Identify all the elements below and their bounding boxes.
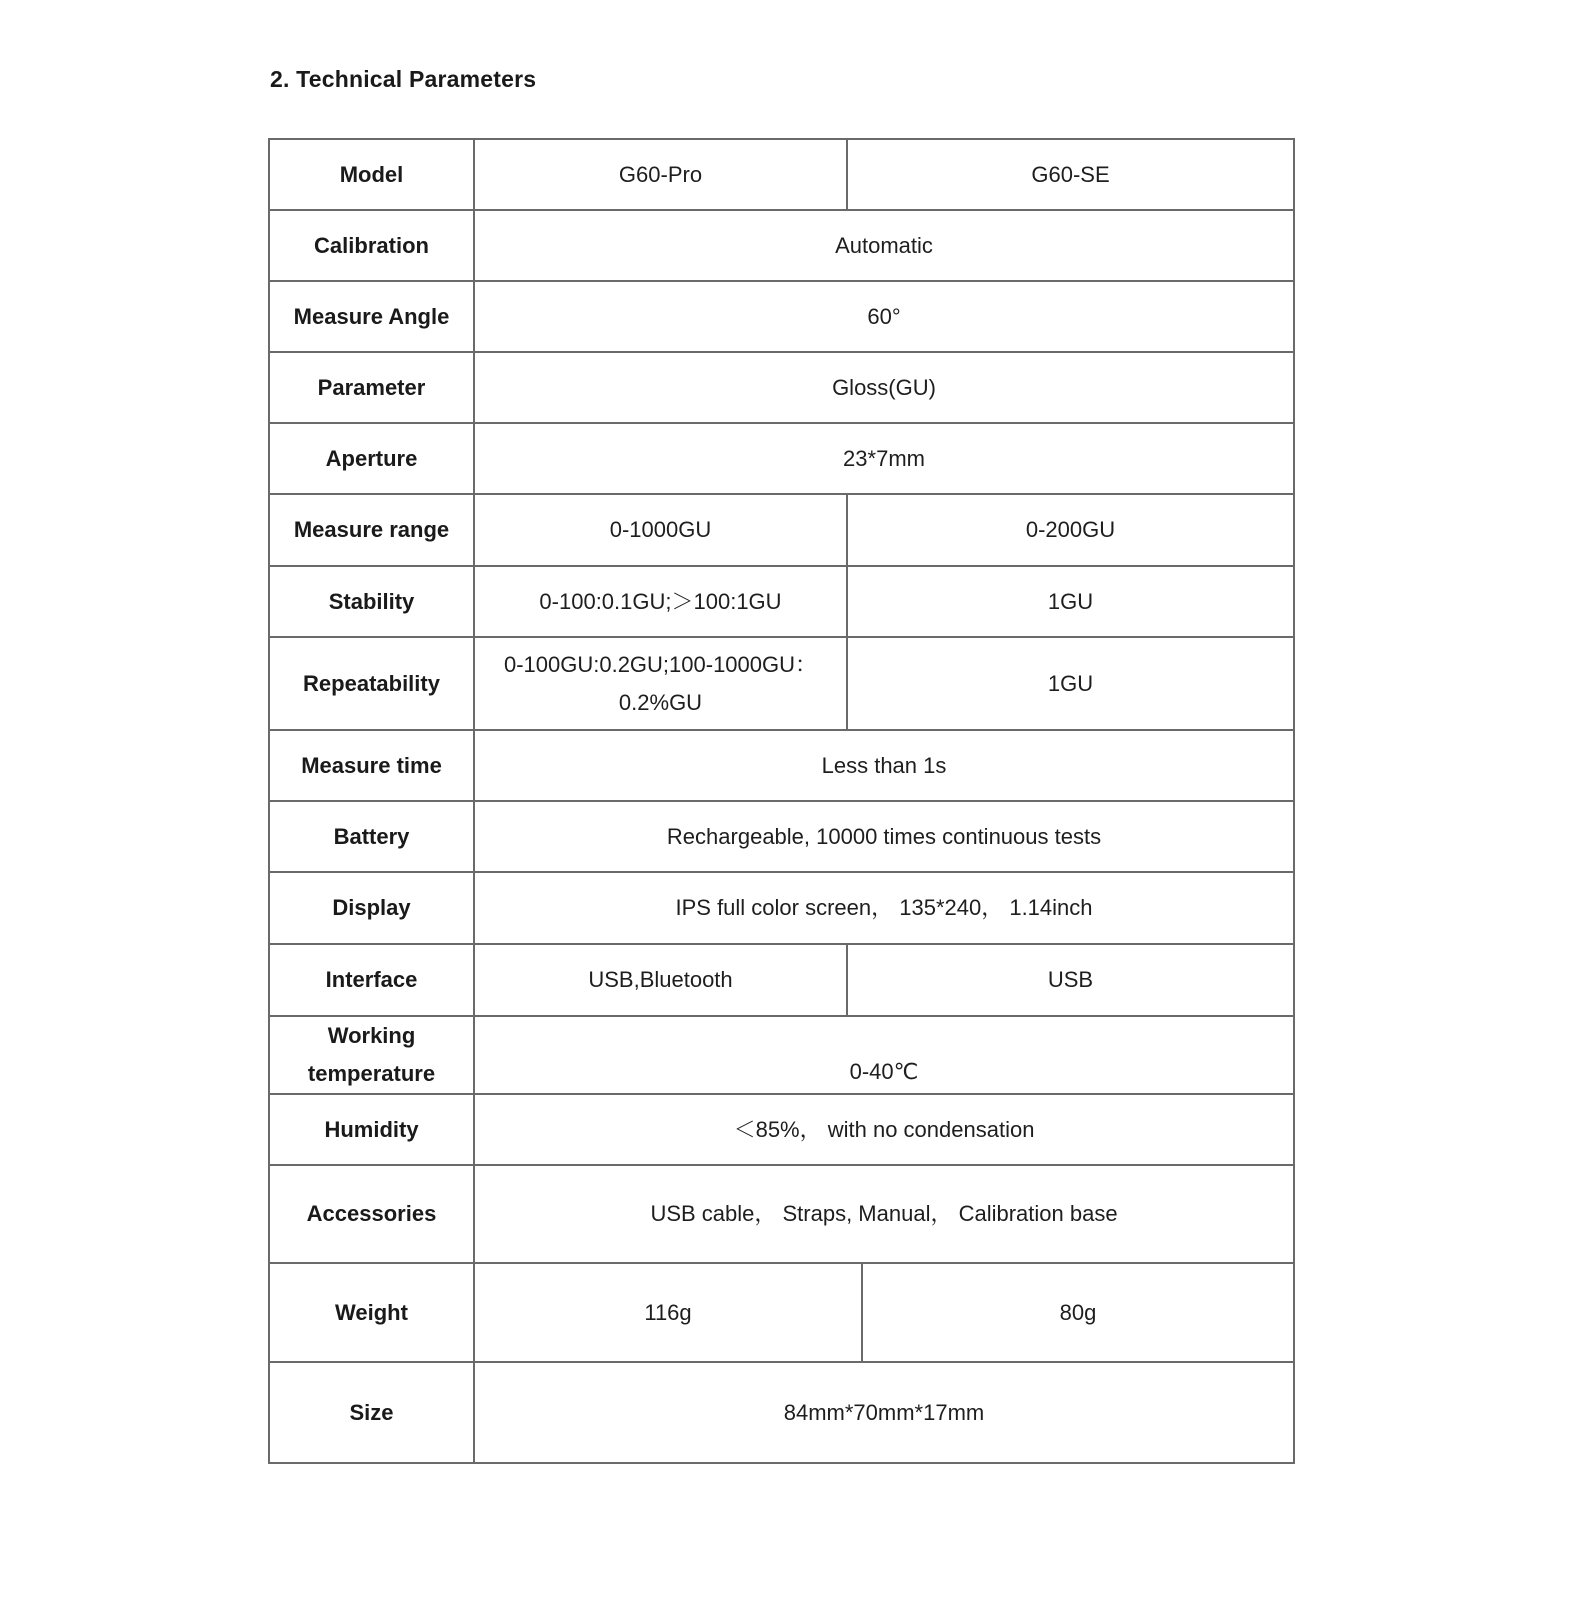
table-row-measure-range: [269, 494, 1294, 566]
row-label: Battery: [269, 801, 474, 872]
table-row-measure-angle: [269, 281, 1294, 352]
table-row-stability: [269, 566, 1294, 637]
table-row-measure-time: [269, 730, 1294, 801]
g60-pro-value: [474, 637, 847, 730]
table-row-weight: [269, 1263, 1294, 1362]
row-label: Model: [269, 139, 474, 210]
row-label: Interface: [269, 944, 474, 1016]
row-label: Measure Angle: [269, 281, 474, 352]
table-row-humidity: [269, 1094, 1294, 1165]
row-value: 84mm*70mm*17mm: [474, 1362, 1294, 1463]
g60-se-value: USB: [847, 944, 1294, 1016]
table-row-calibration: [269, 210, 1294, 281]
g60-pro-value: 0-1000GU: [474, 494, 847, 566]
table-row-parameter: [269, 352, 1294, 423]
row-value: ＜85%， with no condensation: [474, 1094, 1294, 1165]
row-value: Rechargeable, 10000 times continuous tests: [474, 801, 1294, 872]
g60-pro-value: USB,Bluetooth: [474, 944, 847, 1016]
g60-se-value: 1GU: [847, 637, 1294, 730]
row-value: USB cable， Straps, Manual， Calibration base: [474, 1165, 1294, 1263]
g60-pro-header: G60-Pro: [474, 139, 847, 210]
row-label: Measure time: [269, 730, 474, 801]
g60-se-value: 0-200GU: [847, 494, 1294, 566]
row-label: Accessories: [269, 1165, 474, 1263]
label-line-1: Working: [327, 1023, 416, 1048]
row-label: Repeatability: [269, 637, 474, 730]
row-label: Parameter: [269, 352, 474, 423]
row-label: Stability: [269, 566, 474, 637]
table-row-size: [269, 1362, 1294, 1463]
table-row-battery: [269, 801, 1294, 872]
g60-se-value: 80g: [862, 1263, 1294, 1362]
row-label: Size: [269, 1362, 474, 1463]
row-label: [269, 1016, 474, 1094]
table-row-aperture: [269, 423, 1294, 494]
value-line-2: 0.2%GU: [618, 689, 703, 715]
row-label: Humidity: [269, 1094, 474, 1165]
g60-pro-value: 0-100:0.1GU;＞100:1GU: [474, 566, 847, 637]
table-row-display: [269, 872, 1294, 944]
technical-parameters-table: [268, 138, 1295, 1464]
row-label: Calibration: [269, 210, 474, 281]
table-row-model: [269, 139, 1294, 210]
g60-se-header: G60-SE: [847, 139, 1294, 210]
section-title: 2. Technical Parameters: [270, 66, 537, 92]
row-value: 23*7mm: [474, 423, 1294, 494]
row-label: Weight: [269, 1263, 474, 1362]
g60-se-value: 1GU: [847, 566, 1294, 637]
row-value: Less than 1s: [474, 730, 1294, 801]
row-value: 60°: [474, 281, 1294, 352]
table-row-accessories: [269, 1165, 1294, 1263]
row-value: 0-40℃: [474, 1016, 1294, 1094]
table-row-working-temperature: [269, 1016, 1294, 1094]
row-label: Display: [269, 872, 474, 944]
value-line-1: 0-100GU:0.2GU;100-1000GU：: [503, 651, 818, 677]
g60-pro-value: 116g: [474, 1263, 862, 1362]
row-value: IPS full color screen， 135*240， 1.14inch: [474, 872, 1294, 944]
row-value: Automatic: [474, 210, 1294, 281]
row-label: Aperture: [269, 423, 474, 494]
label-line-2: temperature: [307, 1061, 436, 1086]
table-row-repeatability: [269, 637, 1294, 730]
table-row-interface: [269, 944, 1294, 1016]
row-label: Measure range: [269, 494, 474, 566]
row-value: Gloss(GU): [474, 352, 1294, 423]
